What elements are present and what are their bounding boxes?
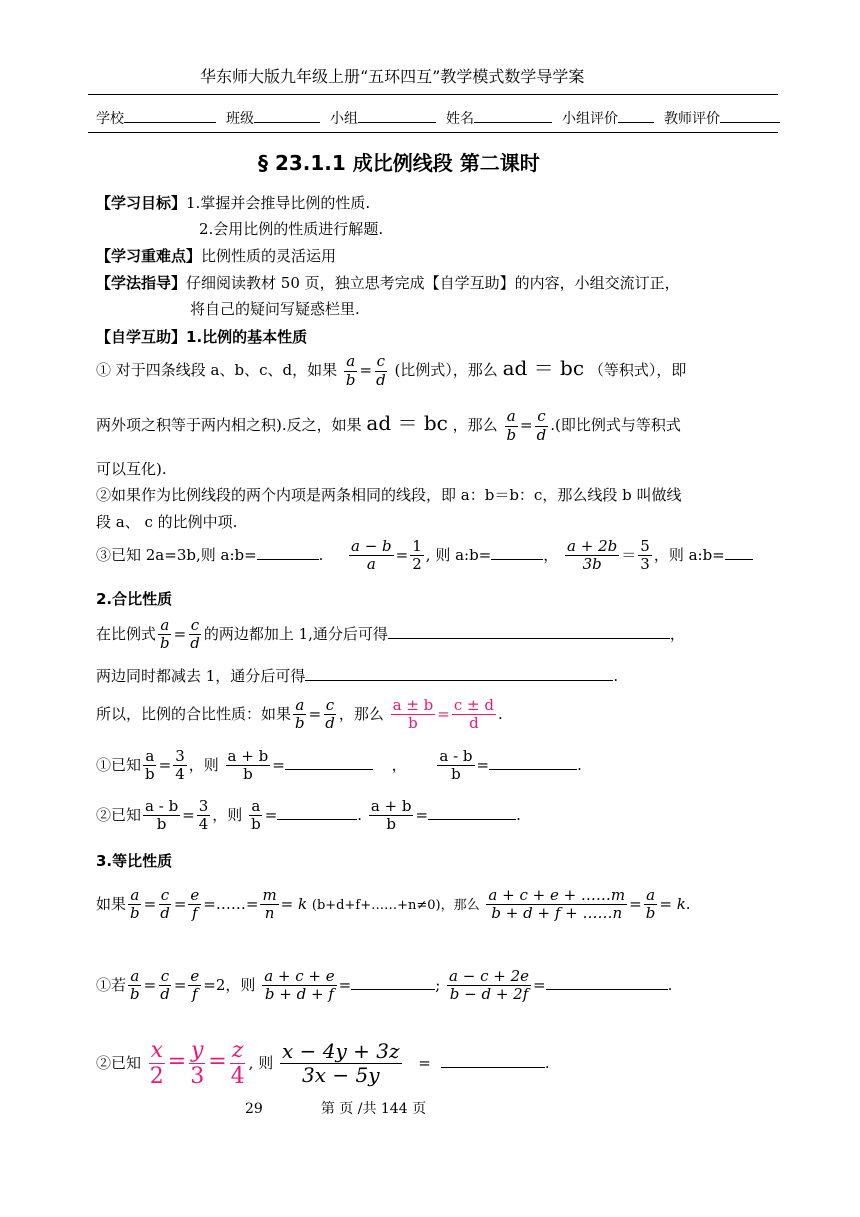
- fraction-a-b: $\frac{a}{b}$: [251, 797, 261, 834]
- equation-ad-bc: ad ＝ bc: [502, 356, 585, 380]
- s1-line5: 段 a、 c 的比例中项.: [96, 513, 238, 531]
- page-count: 第 页 /共 144 页: [320, 1101, 427, 1117]
- fraction-c-d: $\frac{c}{d}$: [160, 967, 170, 1004]
- class-blank[interactable]: [254, 108, 320, 123]
- fraction-ap2b-3b: $\frac{a + 2b}{3b}$: [567, 537, 618, 574]
- s1-text: , 则 a:b=: [425, 545, 492, 564]
- fraction-1-2: $\frac{1}{2}$: [412, 537, 422, 574]
- method-text-1: 仔细阅读教材 50 页，独立思考完成【自学互助】的内容，小组交流订正，: [186, 274, 680, 292]
- fraction-a-b: $\frac{a}{b}$: [130, 886, 140, 923]
- fraction-apb-b: $\frac{a + b}{b}$: [227, 747, 269, 784]
- s2-text: ①已知: [96, 755, 142, 774]
- fraction-x-2: $\frac{x}{2}$: [149, 1038, 164, 1090]
- fraction-a-b: $\frac{a}{b}$: [506, 407, 517, 444]
- goals-label: 【学习目标】: [96, 194, 187, 212]
- fields-rule: [88, 132, 778, 133]
- method-label: 【学法指导】: [96, 274, 187, 292]
- fraction-c-d: $\frac{c}{d}$: [160, 886, 170, 923]
- fraction-c-d: $\frac{c}{d}$: [325, 696, 335, 733]
- field-school: 学校: [96, 111, 124, 127]
- field-name: 姓名: [446, 111, 474, 127]
- name-blank[interactable]: [474, 108, 552, 123]
- group-blank[interactable]: [358, 108, 436, 123]
- equals-sign: =: [395, 545, 409, 564]
- school-blank[interactable]: [124, 108, 216, 123]
- goal-1: 1.掌握并会推导比例的性质.: [186, 194, 371, 212]
- fraction-a-b: $\frac{a}{b}$: [145, 747, 155, 784]
- s1-text: 两外项之积等于两内相之积).反之，如果: [96, 416, 362, 434]
- fraction-y-3: $\frac{y}{3}$: [190, 1038, 205, 1090]
- fraction-a-b: $\frac{a}{b}$: [645, 886, 656, 923]
- s2-ex1: ①已知 $\frac{a}{b}$ = $\frac{3}{4}$ ，则 $\frac{a + b}{b}$ = ， $\frac{a - b}{b}$ = .: [96, 747, 582, 784]
- s1-line4: ②如果作为比例线段的两个内项是两条相同的线段，即 a：b＝b：c，那么线段 b 叫做线: [96, 486, 682, 504]
- s2-text: 在比例式: [96, 624, 157, 643]
- s2-text: 所以，比例的合比性质：如果: [96, 704, 292, 723]
- s3-condition: (b+d+f+……+n≠0)，那么: [311, 897, 480, 913]
- s2-line2: 两边同时都减去 1，通分后可得 .: [96, 667, 619, 685]
- s3-ex2: ②已知 $\frac{x}{2}$ = $\frac{y}{3}$ = $\frac{z}{4}$ , 则 $\frac{x - 4y + 3z}{3x - 5y}$ = .: [96, 1038, 550, 1090]
- field-class: 班级: [226, 111, 254, 127]
- section-1-heading: 1.比例的基本性质: [186, 328, 308, 346]
- equation-ad-bc: ad ＝ bc: [366, 411, 448, 435]
- fraction-amc2e-bmd2f: [447, 968, 531, 1004]
- s2-text: ，: [391, 755, 407, 774]
- answer-blank[interactable]: [285, 755, 373, 770]
- denominator: 3x − 5y: [302, 1063, 380, 1088]
- fraction-5-3: $\frac{5}{3}$: [640, 537, 650, 574]
- s1-text: （等积式），即: [588, 361, 687, 379]
- answer-blank[interactable]: [305, 666, 613, 681]
- field-teacher-eval: 教师评价: [664, 111, 720, 127]
- goal-2: 2.会用比例的性质进行解题.: [199, 220, 384, 238]
- s3-text: , 则: [248, 1053, 274, 1072]
- answer-blank[interactable]: [257, 545, 319, 560]
- equals-sign: ＝: [621, 545, 637, 564]
- numerator: a + c + e: [264, 967, 335, 985]
- s1-text: (比例式），那么: [394, 361, 498, 379]
- numerator: a − c + 2e: [449, 967, 530, 985]
- s3-text: ①若: [96, 975, 127, 994]
- student-fields: [96, 108, 780, 128]
- denominator: b + d + f: [264, 985, 334, 1004]
- goals-row: [96, 192, 370, 213]
- s2-line1: 在比例式 $\frac{a}{b}$ = $\frac{c}{d}$ 的两边都加上 1,通分后可得 ，: [96, 616, 685, 653]
- s3-ex1: ①若 $\frac{a}{b}$ = $\frac{c}{d}$ = $\frac{e}{f}$ =2，则 $\frac{a + c + e}{b + d + f}$ = ; $\frac{a - c + 2e}{b - d + 2f}$ = .: [96, 967, 673, 1004]
- answer-blank[interactable]: [546, 975, 668, 990]
- section-2-heading: 2.合比性质: [96, 590, 173, 608]
- fraction-a-b: $\frac{a}{b}$: [130, 967, 140, 1004]
- lesson-title: § 23.1.1 成比例线段 第二课时: [258, 151, 540, 175]
- s2-text: ，那么: [338, 704, 384, 723]
- group-eval-blank[interactable]: [618, 108, 654, 123]
- fraction-c-d: $\frac{c}{d}$: [536, 407, 547, 444]
- fraction-cpmd-d: $\frac{c \pm d}{d}$: [453, 696, 494, 733]
- selfstudy-row: [96, 326, 307, 347]
- ellipsis: ……: [215, 894, 246, 913]
- fraction-a-b: $\frac{a}{b}$: [160, 616, 170, 653]
- s1-text: ① 对于四条线段 a、b、c、d，如果: [96, 361, 338, 379]
- s1-text: .(即比例式与等积式: [550, 416, 681, 434]
- fraction-ace-bdf: [262, 968, 336, 1004]
- page-footer: [245, 1098, 426, 1118]
- fraction-a-b: $\frac{a}{b}$: [345, 352, 356, 389]
- s1-line2: 两外项之积等于两内相之积).反之，如果 ad ＝ bc ，那么 $\frac{a}{b}$ = $\frac{c}{d}$ .(即比例式与等积式: [96, 407, 681, 444]
- fraction-c-d: $\frac{c}{d}$: [376, 352, 386, 389]
- header-rule: [88, 94, 778, 95]
- selfstudy-label: 【自学互助】: [96, 328, 187, 346]
- s2-text: ，则: [212, 805, 243, 824]
- s1-line6: ③已知 2a=3b,则 a:b= . $\frac{a - b}{a}$ = $\frac{1}{2}$ , 则 a:b= ， $\frac{a + 2b}{3b}$ ＝ $\frac{5}{3}$ ，则 a:b=: [96, 538, 753, 574]
- header-title: 华东师大版九年级上册“五环四互”教学模式数学导学案: [200, 67, 585, 86]
- s1-line3: 可以互化).: [96, 460, 167, 478]
- fraction-z-4: $\frac{z}{4}$: [230, 1038, 245, 1090]
- s3-text: =2，则: [203, 975, 256, 994]
- s1-line1: ① 对于四条线段 a、b、c、d，如果 $\frac{a}{b}$ = $\frac{c}{d}$ (比例式），那么 ad ＝ bc （等积式），即: [96, 352, 687, 389]
- keypoints-label: 【学习重难点】: [96, 247, 202, 265]
- fraction-amb-a: $\frac{a - b}{a}$: [351, 537, 392, 574]
- fraction-xyz: [280, 1040, 402, 1087]
- field-group: 小组: [330, 111, 358, 127]
- s2-line3: 所以，比例的合比性质：如果 $\frac{a}{b}$ = $\frac{c}{d}$ ，那么 $\frac{a \pm b}{b}$ = $\frac{c \pm d}{d}$ .: [96, 696, 503, 733]
- answer-blank[interactable]: [725, 545, 753, 560]
- field-group-eval: 小组评价: [562, 111, 618, 127]
- fraction-e-f: $\frac{e}{f}$: [190, 886, 200, 923]
- method-row: [96, 272, 680, 293]
- s3-text: ②已知: [96, 1053, 142, 1072]
- numerator: x − 4y + 3z: [282, 1039, 400, 1064]
- fraction-m-n: $\frac{m}{n}$: [262, 886, 277, 923]
- fraction-3-4: $\frac{3}{4}$: [198, 797, 209, 834]
- fraction-amb-b: $\frac{a - b}{b}$: [145, 797, 179, 834]
- numerator: a + c + e + ……m: [488, 886, 626, 904]
- fraction-e-f: $\frac{e}{f}$: [190, 967, 200, 1004]
- numerator: a ± b: [392, 696, 434, 714]
- s2-text: 两边同时都减去 1，通分后可得: [96, 667, 306, 685]
- s3-line1: 如果 $\frac{a}{b}$ = $\frac{c}{d}$ = $\frac{e}{f}$ =……= $\frac{m}{n}$ = k (b+d+f+……+n≠0)，那么 $\frac{a + c + e + \dots\dots m}{b + d + f + \dots\dots n}$ = $\frac{a}{b}$ = k.: [96, 886, 691, 923]
- s1-text: ③已知 2a=3b,则 a:b=: [96, 545, 257, 564]
- fraction-sum: [486, 887, 627, 923]
- constant-k: k: [298, 894, 308, 913]
- answer-blank[interactable]: [491, 545, 543, 560]
- denominator: b + d + f + ……n: [491, 904, 623, 923]
- s1-text: ，则 a:b=: [653, 545, 725, 564]
- keypoints-text: 比例性质的灵活运用: [201, 247, 337, 265]
- fraction-amb-b: $\frac{a - b}{b}$: [439, 747, 473, 784]
- answer-blank[interactable]: [388, 624, 670, 639]
- s2-text: 的两边都加上 1,通分后可得: [203, 624, 388, 643]
- page-number: 29: [245, 1101, 263, 1117]
- answer-blank[interactable]: [489, 755, 577, 770]
- s1-text: ，那么: [452, 416, 498, 434]
- s3-text: 如果: [96, 894, 127, 913]
- fraction-c-d: $\frac{c}{d}$: [190, 616, 200, 653]
- answer-blank[interactable]: [277, 805, 357, 820]
- fraction-3-4: $\frac{3}{4}$: [175, 747, 185, 784]
- denominator: b − d + 2f: [449, 985, 529, 1004]
- fraction-a-b: $\frac{a}{b}$: [295, 696, 305, 733]
- constant-k: k: [676, 894, 686, 913]
- numerator: c ± d: [453, 696, 494, 714]
- s2-ex2: ②已知 $\frac{a - b}{b}$ = $\frac{3}{4}$ ，则 $\frac{a}{b}$ = . $\frac{a + b}{b}$ = .: [96, 797, 521, 834]
- answer-blank[interactable]: [428, 805, 516, 820]
- answer-blank[interactable]: [351, 975, 435, 990]
- s2-text: ②已知: [96, 805, 142, 824]
- section-3-heading: 3.等比性质: [96, 852, 173, 870]
- fraction-apmb-b: $\frac{a \pm b}{b}$: [392, 696, 434, 733]
- s2-text: ，则: [188, 755, 219, 774]
- answer-blank[interactable]: [441, 1053, 545, 1068]
- method-text-2: 将自己的疑问写疑惑栏里.: [190, 300, 360, 318]
- keypoints-row: [96, 245, 336, 266]
- teacher-eval-blank[interactable]: [720, 108, 780, 123]
- fraction-apb-b: $\frac{a + b}{b}$: [370, 797, 412, 834]
